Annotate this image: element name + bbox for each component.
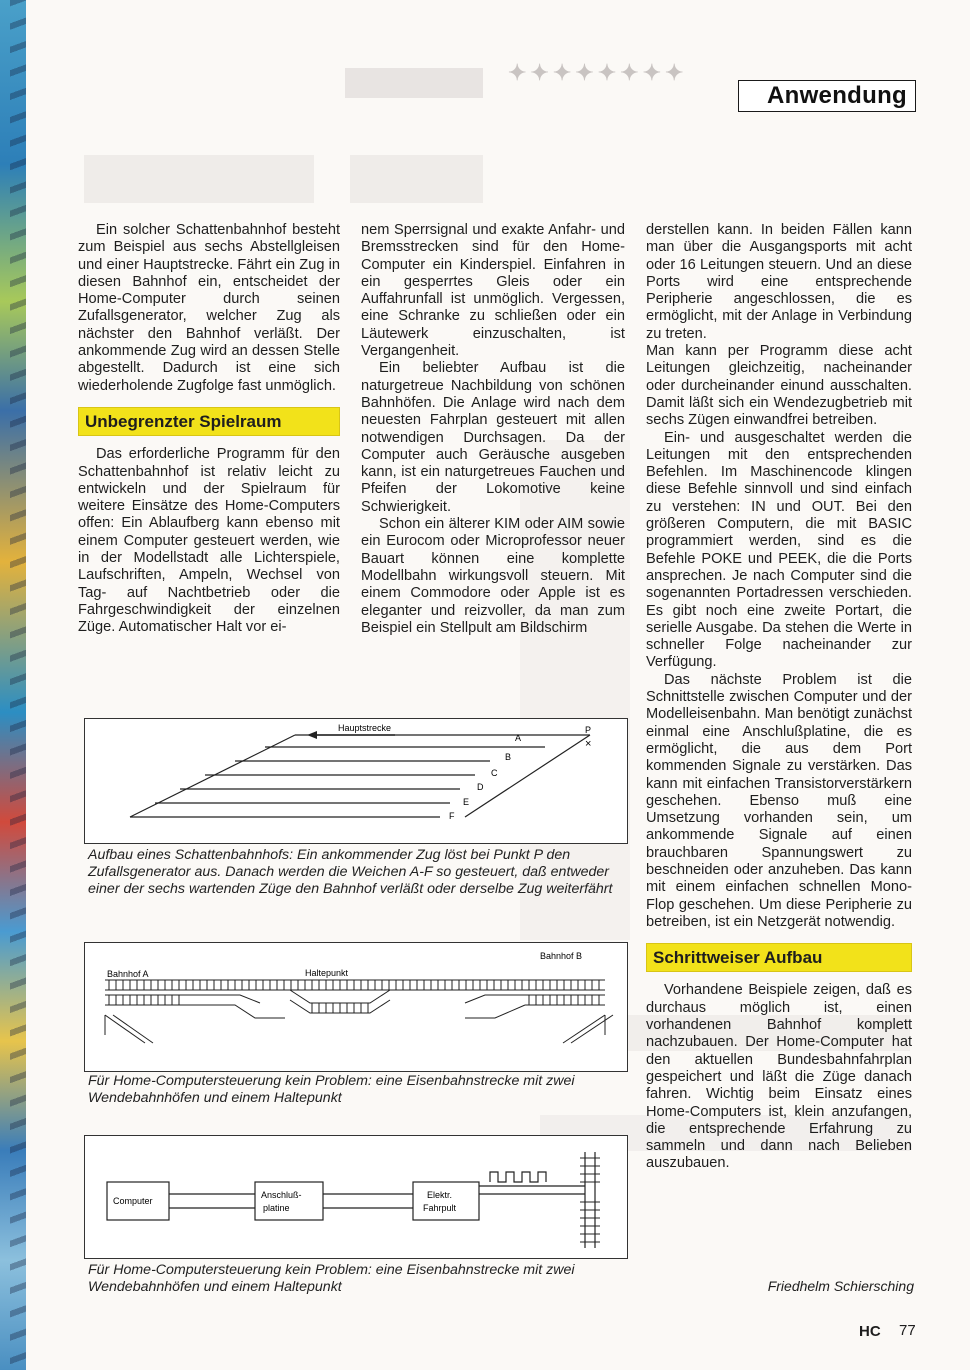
author-name: Friedhelm Schiersching: [767, 1278, 914, 1294]
page-number: 77: [899, 1322, 916, 1339]
label-halt-point: Haltepunkt: [305, 968, 349, 978]
controller-box: [413, 1182, 479, 1220]
figure-block-diagram: [84, 1135, 628, 1259]
paragraph: Das nächste Problem ist die Schnittstelle zwischen Computer und der Modelleisenbahn. Man benötigt zunächst einmal eine Anschlußplatine, die es ermöglicht, die aus dem Port kommenden Signale zu verstärken. Das kann mit einfachen Transistorverstärkern geschehen. Ebenso muß eine Umsetzung vorhanden sein, um ankommende Signale auf einen brauchbaren Spannungswert zu beschneiden oder anzuheben. Das kann mit einem einfachen schnellen Mono-Flop geschehen. Um diese Peripherie zu betreiben, ist ein Netzgerät notwendig.: [646, 671, 912, 930]
track-line-diagram: [85, 943, 627, 1071]
label-switch-f: F: [449, 811, 455, 821]
bleed-through-stars: ✦✦✦✦✦✦✦✦: [508, 60, 688, 85]
label-point-p: P: [585, 725, 592, 735]
paragraph: Vorhandene Beispiele zeigen, daß es durchaus möglich ist, einen vorhandenen Bahnhof komplett nachzubauen. Der Home-Computer hat den aktuellen Bundesbahnfahrplan gespeichert und läßt die Züge danach fahren. Wichtig beim Einsatz eines Home-Computers ist, klein anzufangen, die entsprechende Erfahrung zu sammeln und dann nach Belieben auszubauen.: [646, 982, 912, 1172]
label-station-b: Bahnhof B: [540, 951, 583, 961]
paragraph: Ein- und ausgeschaltet werden die Leitungen mit den entsprechenden Befehlen. Im Maschinencode klingen diese Befehle sinnvoll und sind einfach zu verstehen: IN und OUT. Bei den größeren Computern, die mit BASIC programmiert werden, sind es die Befehle POKE und PEEK, die die Ports ansprechen. Je nach Computer sind die sogenannten Portadressen verschieden. Es gibt noch eine zweite Portart, die serielle Ausgabe. Da stehen die Werte in schneller Folge nacheinander zur Verfügung.: [646, 429, 912, 671]
bleed-through-box: [84, 155, 314, 203]
paragraph: Schon ein älterer KIM oder AIM sowie ein Eurocom oder Microprofessor neuer Bauart können eine komplette Modellbahn wirkungsvoll steuern. Mit einem Commodore oder Apple ist es eleganter und reizvoller, da man zum Beispiel ein Stellpult am Bildschirm: [361, 516, 625, 636]
arrow-head-icon: [307, 731, 317, 739]
section-tag: [738, 80, 916, 112]
paragraph: nem Sperrsignal und exakte Anfahr- und Bremsstrecken sind für den Home-Computer ein Kinderspiel. Einfahren in ein gesperrtes Gleis oder ein Auffahrunfall ist unmöglich. Vergessen, eine Schranke zu schließen oder ein Läutewerk einzuschalten, ist Vergangenheit.: [361, 222, 625, 360]
shadow-station-diagram: [85, 719, 627, 843]
bleed-through-box: [345, 68, 483, 98]
figure-track-line: [84, 942, 628, 1072]
subheading: Schrittweiser Aufbau: [646, 943, 912, 972]
figure-caption-3: Für Home-Computersteuerung kein Problem: eine Eisenbahnstrecke mit zwei Wendebahnhöfen und einem Haltepunkt: [88, 1262, 575, 1295]
label-interface-1: Anschluß-: [261, 1190, 302, 1200]
paragraph: Das erforderliche Programm für den Schattenbahnhof ist relativ leicht zu entwickeln und der Spielraum für weitere Einsätze des Home-Computers offen: Ein Ablaufberg kann ebenso mit einem Computer gesteuert werden, wie in der Modellstadt alle Lichterspiele, Laufschriften, Ampeln, Wechsel von Tag- auf Nachtbetrieb oder die Fahrgeschwindigkeit der einzelnen Züge. Automatischer Halt vor ei-: [78, 446, 340, 636]
label-controller-2: Fahrpult: [423, 1203, 457, 1213]
text-column-3: [646, 222, 912, 1173]
interface-board-box: [255, 1182, 323, 1220]
label-interface-2: platine: [263, 1203, 290, 1213]
label-switch-e: E: [463, 797, 470, 807]
paragraph: derstellen kann. In beiden Fällen kann man über die Ausgangsports mit acht oder 16 Leitungen steuern. Und an diese Ports wird eine entsprechende Peripherie angeschlossen, die es ermöglicht, mit der Anlage in Verbindung zu treten.: [646, 222, 912, 342]
label-switch-c: C: [491, 768, 498, 778]
left-edge-decoration: [0, 0, 26, 1370]
label-switch-a: A: [515, 733, 522, 743]
text-column-1: [78, 222, 340, 637]
label-controller-1: Elektr.: [427, 1190, 453, 1200]
label-computer: Computer: [113, 1196, 153, 1206]
block-diagram: [85, 1136, 627, 1258]
footer-brand: HC: [859, 1323, 881, 1340]
cross-mark-icon: ×: [585, 738, 592, 750]
paragraph: Man kann per Programm diese acht Leitungen gleichzeitig, nacheinander oder durcheinander einund ausschalten. Damit läßt sich ein Wendezugbetrieb mit sechs Zügen einwandfrei betreiben.: [646, 343, 912, 429]
section-label: Anwendung: [766, 82, 907, 109]
paragraph: Ein beliebter Aufbau ist die naturgetreue Nachbildung von schönen Bahnhöfen. Die Anlage wird nach dem neuesten Fahrplan gesteuert mit allen notwendigen Durchsagen. Da der Computer auch Geräusche ausgeben kann, ist ein naturgetreues Fauchen und Pfeifen der Lokomotive keine Schwierigkeit.: [361, 360, 625, 515]
subheading: Unbegrenzter Spielraum: [78, 407, 340, 436]
bleed-through-box: [350, 155, 483, 203]
paragraph: Ein solcher Schattenbahnhof besteht zum Beispiel aus sechs Abstellgleisen und einer Hauptstrecke. Fährt ein Zug in diesen Bahnhof ein, entscheidet der Home-Computer durch seinen Zufallsgenerator, welcher Zug als nächster den Bahnhof verläßt. Der ankommende Zug wird an dessen Stelle abgestellt. Dadurch ist eine sich wiederholende Zugfolge fast unmöglich.: [78, 222, 340, 394]
label-mainline: Hauptstrecke: [338, 723, 392, 733]
figure-caption-1: Aufbau eines Schattenbahnhofs: Ein ankommender Zug löst bei Punkt P den Zufallsgenerator aus. Danach werden die Weichen A-F so gesteuert, daß entweder einer der sechs wartenden Züge den Bahnhof verläßt oder derselbe Zug weiterfährt: [88, 847, 613, 897]
figure-caption-2: Für Home-Computersteuerung kein Problem: eine Eisenbahnstrecke mit zwei Wendebahnhöfen und einem Haltepunkt: [88, 1073, 575, 1106]
label-switch-b: B: [505, 752, 512, 762]
text-column-2: [361, 222, 625, 637]
label-station-a: Bahnhof A: [107, 969, 149, 979]
figure-shadow-station: [84, 718, 628, 844]
label-switch-d: D: [477, 782, 484, 792]
